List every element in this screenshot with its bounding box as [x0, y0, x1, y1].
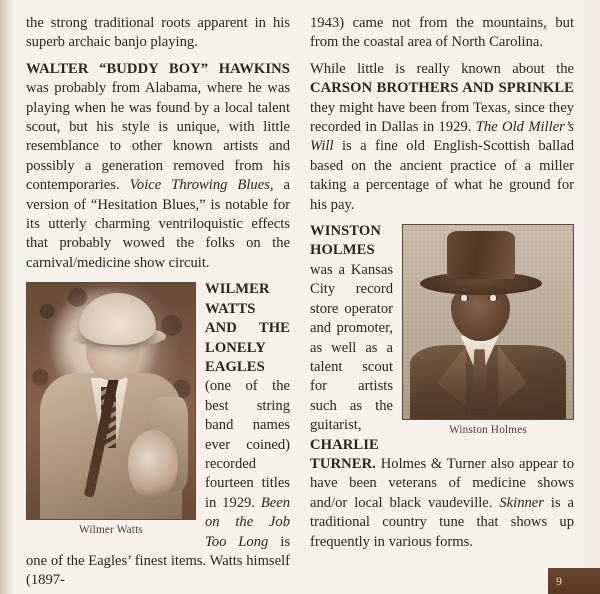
photo-wilmer-watts — [26, 282, 196, 520]
paragraph-continued-banjo — [26, 14, 290, 53]
run-text: , a version of “Hesitation Blues,” is notable for its utterly charming ventriloquistic effects that probably wowed the folks on the carnival/medicine show circuit. — [26, 177, 290, 271]
paragraph-wilmer-watts-lonely-eagles — [26, 280, 290, 591]
right-text-column — [310, 14, 574, 552]
paragraph-watts-continued — [310, 14, 574, 53]
artist-name-carson-brothers: CARSON BROTHERS AND SPRINKLE — [310, 80, 574, 97]
paragraph-carson-brothers-and-sprinkle — [310, 60, 574, 215]
artist-name-winston-holmes: WINSTON HOLMES — [310, 223, 381, 259]
photo-winston-holmes — [402, 224, 574, 420]
artist-name-hawkins: WALTER “BUDDY BOY” HAWKINS — [26, 60, 290, 77]
run-text: is a traditional country tune that shows up frequently in various forms. — [310, 494, 574, 550]
caption-wilmer-watts: Wilmer Watts — [79, 524, 143, 537]
run-text: (one of the best string band names ever coined) recorded fourteen titles in 1929. — [205, 378, 290, 511]
song-title-skinner: Skinner — [499, 494, 544, 511]
photo-top-hat-crown — [447, 231, 515, 280]
artist-name-wilmer-watts: WILMER WATTS AND THE LONELY EAGLES — [205, 281, 290, 375]
run-text: was probably from Alabama, where he was playing when he was found by a local talent scout, but his style is unique, with little resemblance to other known artists and possibly a generation removed from his contemporaries. — [26, 80, 290, 194]
figure-winston-holmes — [402, 224, 574, 438]
page-number-value: 9 — [556, 573, 563, 588]
page-gutter-shadow — [0, 0, 14, 594]
run-text: they might have been from Texas, since they recorded in Dallas in 1929. — [310, 99, 574, 136]
run-text: is a fine old English-Scottish ballad based on the ancient practice of a miller taking a percentage of what he ground for his pay. — [310, 138, 574, 213]
figure-wilmer-watts — [26, 282, 196, 538]
paragraph-walter-buddy-boy-hawkins — [26, 60, 290, 273]
run-text: was a Kansas City record store operator and promoter, as well as a talent scout for artists such as the guitarist, — [310, 261, 393, 434]
photo-banjo-head — [128, 430, 178, 501]
run-text: the strong traditional roots apparent in his superb archaic banjo playing. — [26, 15, 290, 51]
run-text: 1943) came not from the mountains, but from the coastal area of North Carolina. — [310, 15, 574, 51]
song-title-old-millers-will: The Old Miller’s Will — [310, 119, 574, 155]
page-number — [548, 568, 600, 594]
run-text: Holmes & Turner also appear to have been veterans of medicine shows and/or local black vaudeville. — [310, 455, 574, 511]
left-text-column — [26, 14, 290, 591]
run-text: is one of the Eagles’ finest items. Watts himself (1897- — [26, 533, 290, 589]
song-title-been-on-the-job-too-long: Been on the Job Too Long — [205, 494, 290, 550]
song-title-voice-throwing-blues: Voice Throwing Blues — [129, 177, 270, 194]
artist-name-charlie-turner: CHARLIE TURNER. — [310, 436, 379, 472]
caption-winston-holmes: Winston Holmes — [449, 424, 527, 437]
run-text: While little is really known about the — [310, 60, 574, 77]
paragraph-winston-holmes — [310, 222, 574, 552]
